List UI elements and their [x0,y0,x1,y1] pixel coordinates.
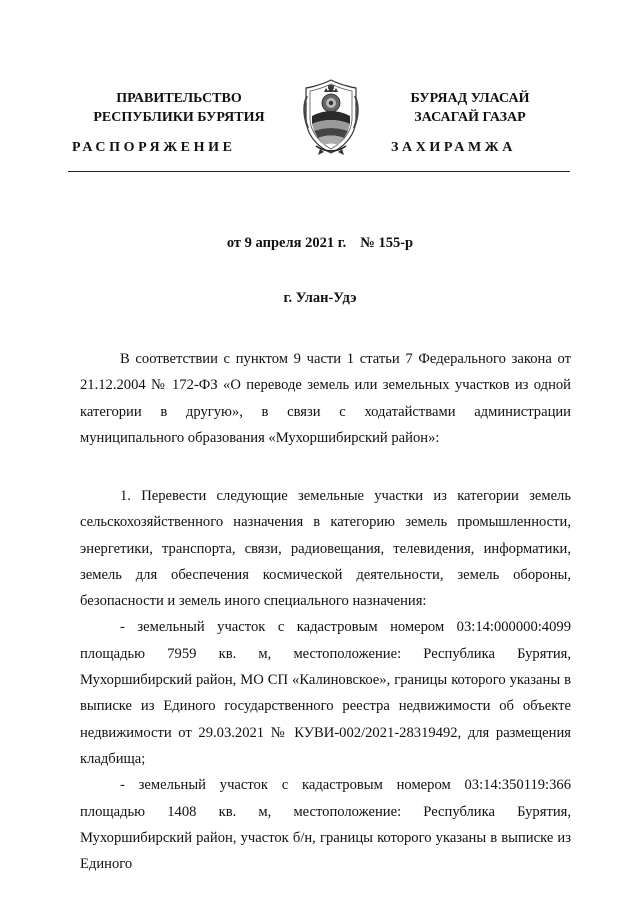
issuer-line-2-buryat: ЗАСАГАЙ ГАЗАР [414,110,526,125]
document-date: от 9 апреля 2021 г. [226,235,347,251]
document-city: г. Улан-Удэ [283,290,357,306]
document-type-russian: РАСПОРЯЖЕНИЕ [72,140,236,155]
document-number: № 155-р [360,235,414,251]
issuer-name-buryat [375,89,565,127]
issuer-line-2: РЕСПУБЛИКИ БУРЯТИЯ [93,110,265,125]
preamble-paragraph: В соответствии с пунктом 9 части 1 статьи 7 Федерального закона от 21.12.2004 № 172-ФЗ «О переводе земель или земельных участков из одной категории в другую», в связи с ходатайствами администрации муниципального образования «Мухоршибирский район»: [80,351,571,446]
document-type-buryat: ЗАХИРАМЖА [391,140,516,155]
header-divider [68,171,570,172]
issuer-line-1-buryat: БУРЯАД УЛАСАЙ [410,91,530,106]
coat-of-arms-icon [298,76,364,156]
plot-2-paragraph: - земельный участок с кадастровым номером 03:14:350119:366 площадью 1408 кв. м, местоположение: Республика Бурятия, Мухоршибирский район, участок б/н, границы которого указаны в выписке из Единого [80,777,571,873]
item-1-paragraph: 1. Перевести следующие земельные участки из категории земель сельскохозяйственного назначения в категорию земель промышленности, энергетики, транспорта, связи, радиовещания, телевидения, информатики, земель для обеспечения космической деятельности, земель обороны, безопасности и земель иного специального назначения: [80,488,571,610]
main-body-block [80,483,571,877]
document-date-number [0,235,640,252]
plot-1-paragraph: - земельный участок с кадастровым номером 03:14:000000:4099 площадью 7959 кв. м, местоположение: Республика Бурятия, Мухоршибирский район, МО СП «Калиновское», границы которого указаны в выписке из Единого государственного реестра недвижимости об объекте недвижимости от 29.03.2021 № КУВИ-002/2021-28319492, для размещения кладбища; [80,619,571,767]
issuer-name-russian [70,89,288,127]
preamble-block [80,346,571,451]
issuer-line-1: ПРАВИТЕЛЬСТВО [116,91,242,106]
